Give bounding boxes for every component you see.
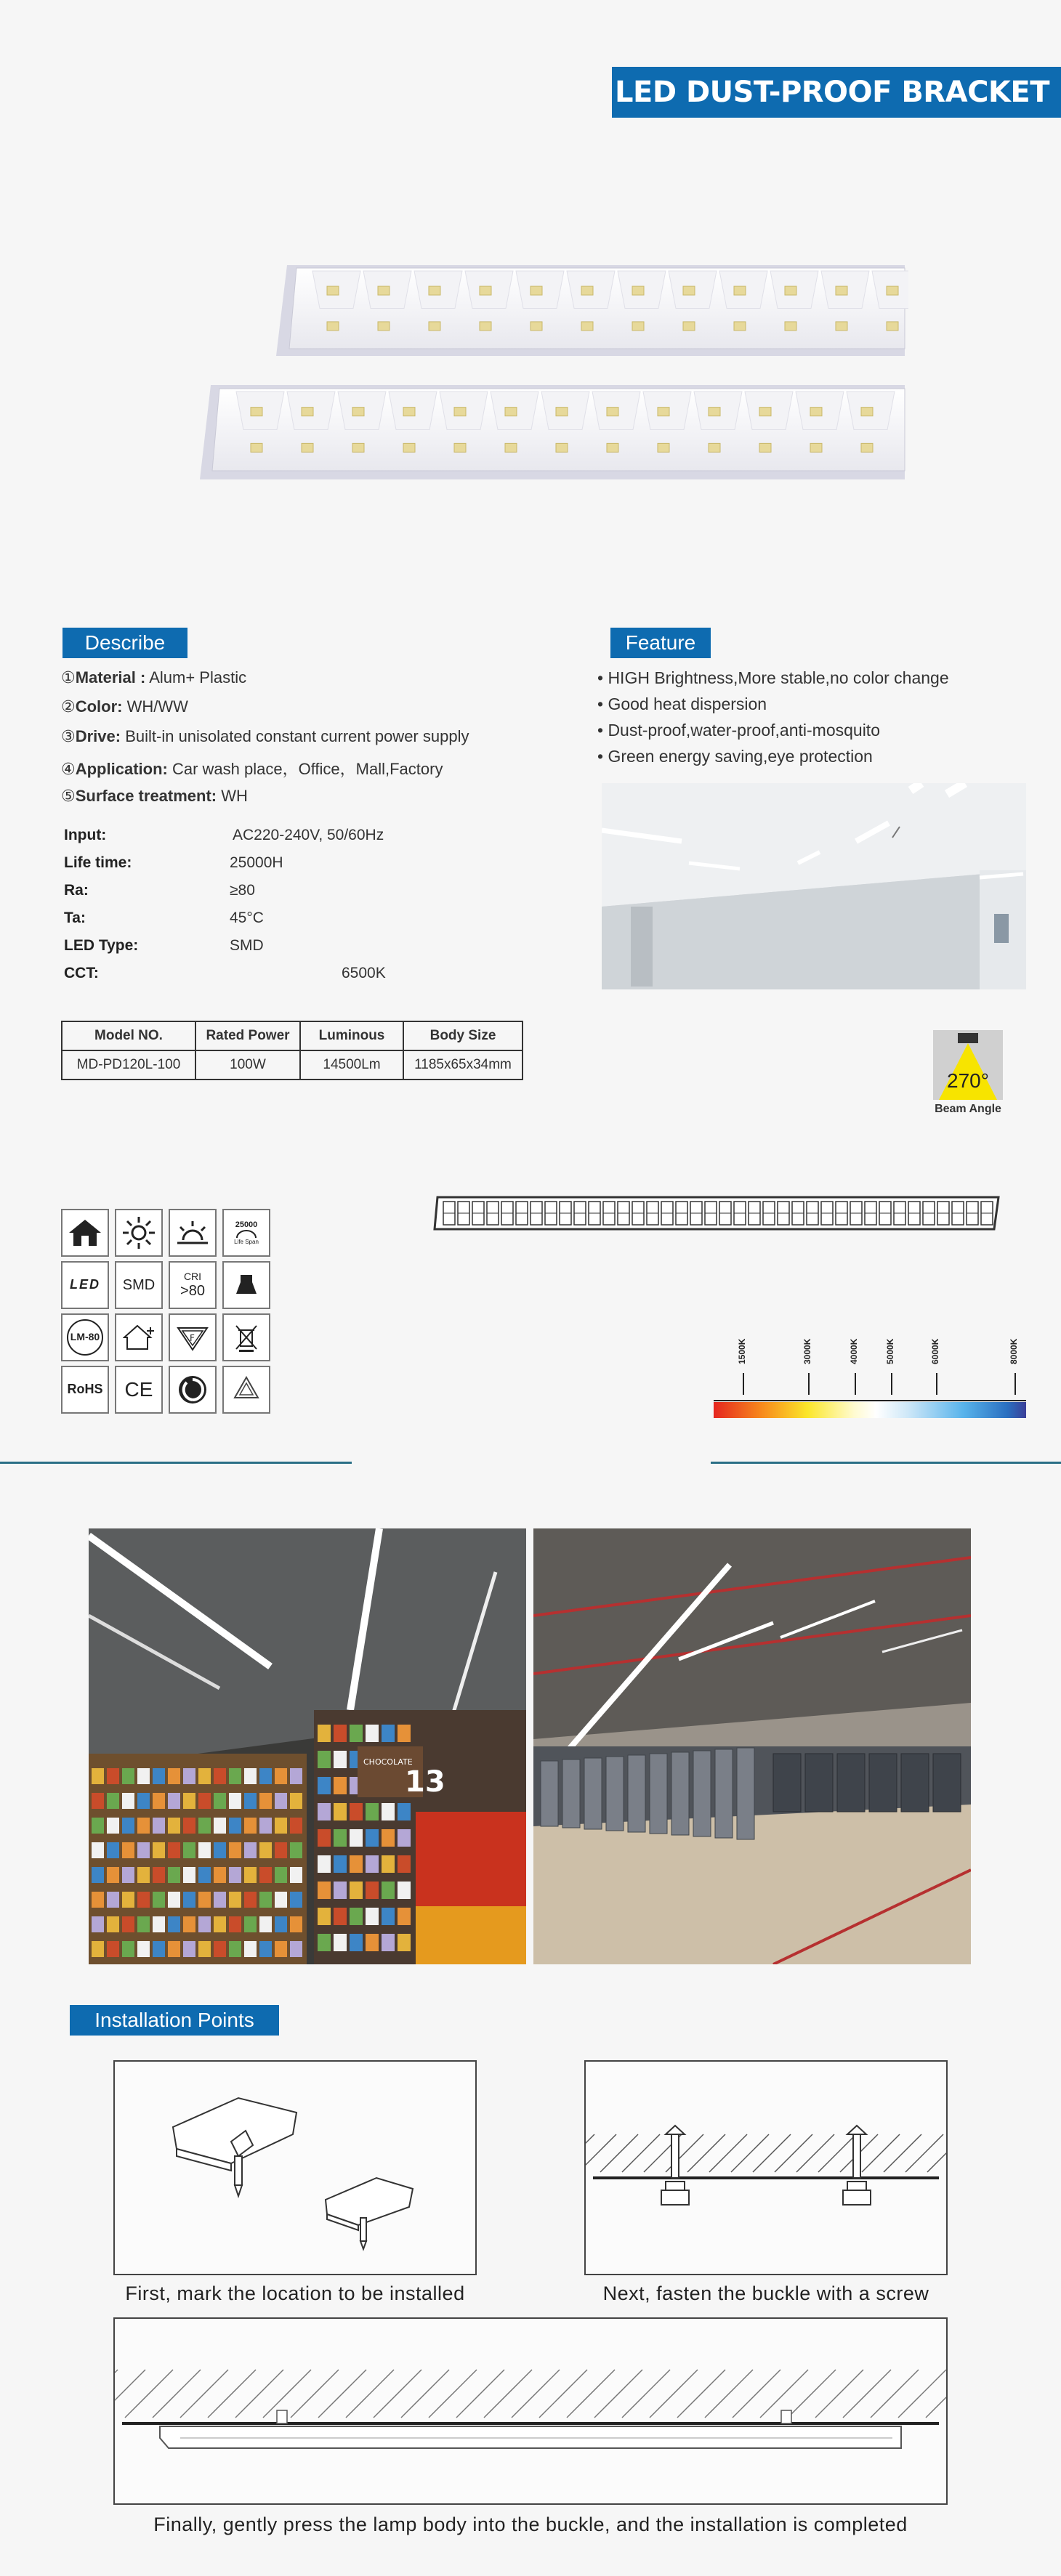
table-header-power: Rated Power bbox=[195, 1021, 300, 1050]
describe-item-application: ④Application: Car wash place，Office，Mall,Factory bbox=[61, 760, 443, 778]
aisle-sign-number: 13 bbox=[405, 1765, 445, 1799]
cct-tick-1500 bbox=[743, 1373, 744, 1395]
install-step2-caption: Next, fasten the buckle with a screw bbox=[602, 2283, 929, 2304]
spec-label-input: Input: bbox=[64, 827, 107, 843]
ceiling-light-icon bbox=[222, 1261, 270, 1309]
table-header-size: Body Size bbox=[403, 1021, 523, 1050]
spec-value-ta: 45°C bbox=[230, 910, 264, 926]
svg-text:F: F bbox=[190, 1333, 195, 1343]
spec-label-ra: Ra: bbox=[64, 882, 89, 899]
lifespan-icon-label: Life Span bbox=[234, 1238, 259, 1245]
install-step2-frame bbox=[584, 2060, 948, 2275]
model-spec-table bbox=[61, 1021, 523, 1080]
describe-item-material: ①Material : Alum+ Plastic bbox=[61, 668, 247, 686]
weee-bin-icon bbox=[222, 1313, 270, 1361]
table-header-row bbox=[62, 1021, 523, 1050]
cct-label-1500: 1500K bbox=[737, 1338, 747, 1364]
describe-item-surface: ⑤Surface treatment: WH bbox=[61, 787, 248, 805]
feature-heading: Feature bbox=[610, 628, 711, 658]
linear-lamp-drawing bbox=[433, 1191, 1003, 1235]
describe-item-drive: ③Drive: Built-in unisolated constant current power supply bbox=[61, 727, 469, 745]
cct-tick-4000 bbox=[855, 1373, 856, 1395]
recycle-icon bbox=[222, 1366, 270, 1414]
indoor-use-icon bbox=[115, 1313, 163, 1361]
spec-label-ta: Ta: bbox=[64, 910, 86, 926]
led-icon: LED bbox=[61, 1261, 109, 1309]
cct-scale-axis bbox=[714, 1400, 1026, 1401]
rohs-icon: RoHS bbox=[61, 1366, 109, 1414]
cct-gradient-bar bbox=[714, 1402, 1026, 1418]
install-step1-frame bbox=[113, 2060, 477, 2275]
feature-item-energy: • Green energy saving,eye protection bbox=[597, 747, 873, 766]
spec-value-cct: 6500K bbox=[342, 965, 386, 981]
lm80-icon bbox=[61, 1313, 109, 1361]
table-cell-power: 100W bbox=[195, 1050, 300, 1080]
table-header-luminous: Luminous bbox=[300, 1021, 403, 1050]
install-step3-caption: Finally, gently press the lamp body into the buckle, and the installation is completed bbox=[153, 2514, 908, 2535]
beam-angle-label: Beam Angle bbox=[935, 1103, 1001, 1115]
install-step1-caption: First, mark the location to be installed bbox=[125, 2283, 465, 2304]
spec-label-cct: CCT: bbox=[64, 965, 99, 981]
cct-label-8000: 8000K bbox=[1009, 1338, 1019, 1364]
cct-tick-3000 bbox=[808, 1373, 810, 1395]
feature-item-brightness: • HIGH Brightness,More stable,no color change bbox=[597, 668, 949, 687]
office-installation-photo bbox=[602, 783, 1026, 989]
lamp-mount-image bbox=[115, 2319, 946, 2503]
f-mark-icon bbox=[169, 1313, 217, 1361]
table-cell-size: 1185x65x34mm bbox=[403, 1050, 523, 1080]
lifespan-icon-value: 25000 bbox=[235, 1220, 258, 1229]
sunrise-icon bbox=[169, 1209, 217, 1257]
beam-angle-value: 270° bbox=[947, 1069, 989, 1092]
cct-tick-8000 bbox=[1014, 1373, 1016, 1395]
lifespan-icon bbox=[222, 1209, 270, 1257]
factory-photo bbox=[533, 1528, 971, 1964]
cct-tick-5000 bbox=[891, 1373, 892, 1395]
spec-value-ra: ≥80 bbox=[230, 882, 255, 899]
lm80-icon-label: LM-80 bbox=[70, 1331, 100, 1343]
install-step3-frame bbox=[113, 2317, 948, 2505]
cct-label-3000: 3000K bbox=[802, 1338, 812, 1364]
page-title: LED DUST-PROOF BRACKET bbox=[612, 67, 1061, 118]
spec-value-input: AC220-240V, 50/60Hz bbox=[233, 827, 384, 843]
installation-heading: Installation Points bbox=[70, 2005, 279, 2036]
sun-icon bbox=[115, 1209, 163, 1257]
home-icon bbox=[61, 1209, 109, 1257]
cri-icon-label: CRI bbox=[183, 1271, 202, 1283]
cri-icon-value: >80 bbox=[180, 1282, 205, 1299]
aisle-sign-label: CHOCOLATE bbox=[363, 1757, 413, 1767]
buckle-sketch-image bbox=[115, 2062, 475, 2274]
table-cell-model: MD-PD120L-100 bbox=[62, 1050, 195, 1080]
describe-heading: Describe bbox=[62, 628, 187, 658]
spec-value-led-type: SMD bbox=[230, 937, 264, 954]
spec-label-lifetime: Life time: bbox=[64, 854, 132, 871]
ce-icon: CE bbox=[115, 1366, 163, 1414]
cct-label-5000: 5000K bbox=[885, 1338, 895, 1364]
product-hero-image bbox=[196, 258, 908, 490]
table-row bbox=[62, 1050, 523, 1080]
spec-value-lifetime: 25000H bbox=[230, 854, 283, 871]
table-cell-luminous: 14500Lm bbox=[300, 1050, 403, 1080]
cct-label-4000: 4000K bbox=[849, 1338, 859, 1364]
table-header-model: Model NO. bbox=[62, 1021, 195, 1050]
divider-right bbox=[711, 1462, 1061, 1464]
supermarket-photo bbox=[89, 1528, 526, 1964]
cct-label-6000: 6000K bbox=[930, 1338, 940, 1364]
screw-fasten-image bbox=[586, 2062, 946, 2274]
describe-item-color: ②Color: WH/WW bbox=[61, 697, 188, 716]
spec-label-led-type: LED Type: bbox=[64, 937, 139, 954]
cct-tick-6000 bbox=[936, 1373, 937, 1395]
smd-icon: SMD bbox=[115, 1261, 163, 1309]
feature-item-heat: • Good heat dispersion bbox=[597, 694, 767, 713]
divider-left bbox=[0, 1462, 352, 1464]
green-dot-icon bbox=[169, 1366, 217, 1414]
feature-item-dustproof: • Dust-proof,water-proof,anti-mosquito bbox=[597, 721, 880, 740]
cri-icon bbox=[169, 1261, 217, 1309]
